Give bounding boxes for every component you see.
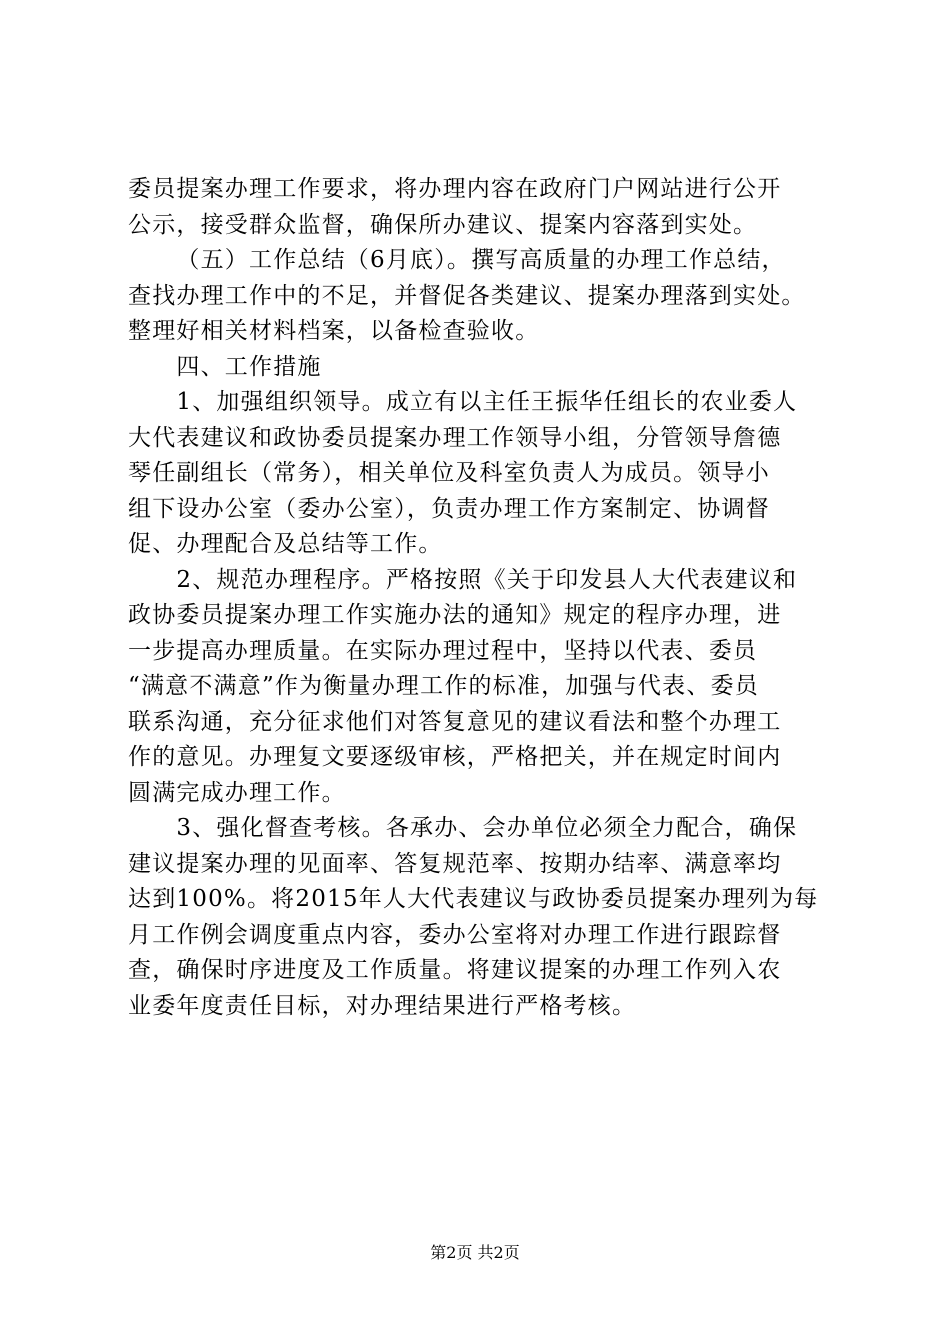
text-line: 查，确保时序进度及工作质量。将建议提案的办理工作列入农: [128, 957, 782, 983]
text-line: 政协委员提案办理工作实施办法的通知》规定的程序办理，进: [128, 602, 782, 628]
document-body: [128, 172, 834, 1024]
text-line: 圆满完成办理工作。: [128, 779, 346, 806]
text-line: 琴任副组长（常务），相关单位及科室负责人为成员。领导小: [128, 460, 770, 486]
text-line: 3、强化督查考核。各承办、会办单位必须全力配合，确保: [176, 815, 798, 841]
text-line: 2、规范办理程序。严格按照《关于印发县人大代表建议和: [176, 566, 798, 593]
text-line: 业委年度责任目标，对办理结果进行严格考核。: [128, 992, 637, 1019]
text-line: 一步提高办理质量。在实际办理过程中，坚持以代表、委员: [128, 637, 758, 664]
text-line: 四、工作措施: [176, 353, 322, 380]
text-line: 委员提案办理工作要求，将办理内容在政府门户网站进行公开: [128, 176, 782, 202]
text-line: 1、加强组织领导。成立有以主任王振华任组长的农业委人: [176, 389, 798, 415]
text-line: 公示，接受群众监督，确保所办建议、提案内容落到实处。: [128, 211, 758, 238]
text-line: 大代表建议和政协委员提案办理工作领导小组，分管领导詹德: [128, 424, 782, 451]
text-line: 组下设办公室（委办公室），负责办理工作方案制定、协调督: [128, 495, 770, 522]
text-line: 联系沟通，充分征求他们对答复意见的建议看法和整个办理工: [128, 708, 782, 735]
text-line: 达到100%。将2015年人大代表建议与政协委员提案办理列为每: [128, 886, 819, 912]
text-line: “满意不满意”作为衡量办理工作的标准，加强与代表、委员: [128, 673, 759, 699]
text-line: 整理好相关材料档案，以备检查验收。: [128, 318, 540, 344]
text-line: 促、办理配合及总结等工作。: [128, 531, 443, 557]
text-line: 建议提案办理的见面率、答复规范率、按期办结率、满意率均: [128, 850, 782, 877]
text-line: 月工作例会调度重点内容，委办公室将对办理工作进行跟踪督: [128, 921, 782, 948]
text-line: 查找办理工作中的不足，并督促各类建议、提案办理落到实处。: [128, 282, 806, 309]
text-line: （五）工作总结（6月底）。撰写高质量的办理工作总结，: [176, 247, 786, 273]
page-number-footer: 第2页 共2页: [430, 1243, 520, 1262]
text-line: 作的意见。办理复文要逐级审核，严格把关，并在规定时间内: [128, 744, 782, 770]
